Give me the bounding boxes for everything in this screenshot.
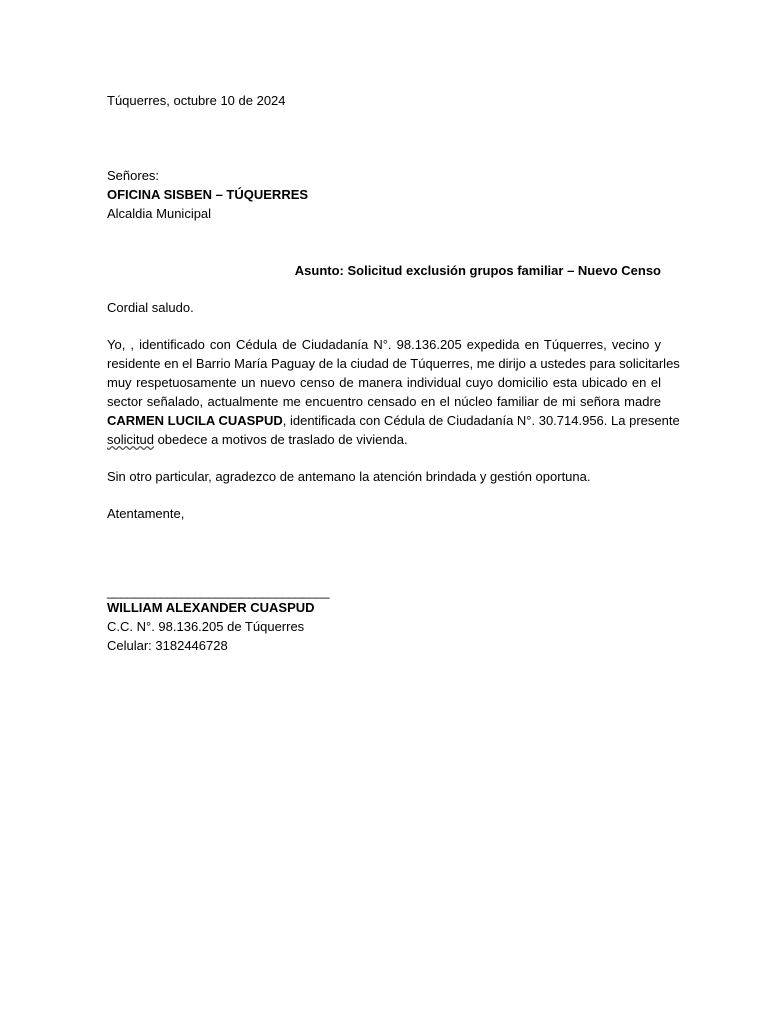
body-line-6-rest: obedece a motivos de traslado de vivienda.	[153, 432, 408, 447]
sign-off: Atentamente,	[107, 506, 185, 521]
spellcheck-word: solicitud	[107, 432, 154, 447]
letter-body	[107, 335, 680, 449]
closing-text: Sin otro particular, agradezco de antemano la atención brindada y gestión oportuna.	[107, 469, 591, 484]
signer-phone: Celular: 3182446728	[107, 638, 228, 653]
greeting: Cordial saludo.	[107, 300, 194, 315]
addressee-entity: Alcaldia Municipal	[107, 206, 212, 221]
signer-id: C.C. N°. 98.136.205 de Túquerres	[107, 619, 305, 634]
body-line-4: sector señalado, actualmente me encuentro censado en el núcleo familiar de mi señora madre	[107, 394, 661, 409]
body-line-6	[107, 430, 661, 449]
addressee-block	[107, 166, 308, 223]
body-line-2: residente en el Barrio María Paguay de la ciudad de Túquerres, me dirijo a ustedes para solicitarles	[107, 356, 680, 371]
body-line-1: Yo, , identificado con Cédula de Ciudadanía N°. 98.136.205 expedida en Túquerres, vecino y	[107, 337, 661, 352]
mother-name: CARMEN LUCILA CUASPUD	[107, 413, 283, 428]
signature-line: _________________________________	[107, 584, 330, 599]
letter-date: Túquerres, octubre 10 de 2024	[107, 93, 286, 108]
addressee-office: OFICINA SISBEN – TÚQUERRES	[107, 187, 309, 202]
body-line-5-rest: , identificada con Cédula de Ciudadanía N°. 30.714.956. La presente	[282, 413, 680, 428]
signature-block	[107, 598, 315, 655]
salutation: Señores:	[107, 168, 160, 183]
body-line-3: muy respetuosamente un nuevo censo de manera individual cuyo domicilio esta ubicado en el	[107, 375, 661, 390]
signer-name: WILLIAM ALEXANDER CUASPUD	[107, 600, 315, 615]
letter-subject: Asunto: Solicitud exclusión grupos familiar – Nuevo Censo	[294, 263, 661, 278]
body-line-5	[107, 411, 680, 430]
